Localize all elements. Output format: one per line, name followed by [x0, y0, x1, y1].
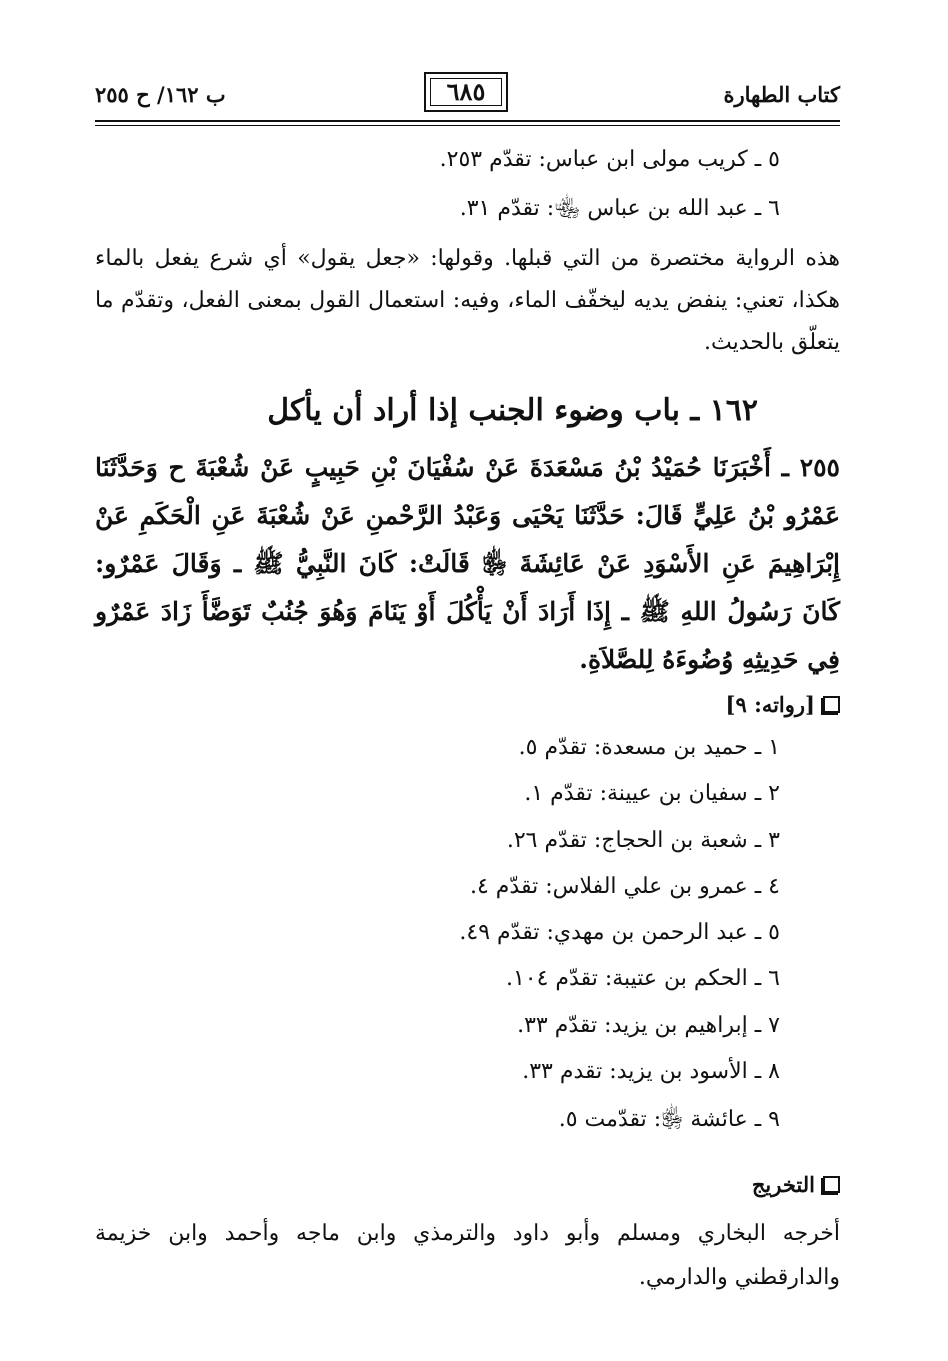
narrators-list	[459, 735, 780, 1152]
book-title: كتاب الطهارة	[723, 82, 840, 107]
chapter-title: ١٦٢ ـ باب وضوء الجنب إذا أراد أن يأكل	[267, 393, 758, 428]
narrator-item: ٩ ـ عائشة ﵂: تقدّمت ٥.	[558, 1107, 780, 1133]
hadith-text: ٢٥٥ ـ أَخْبَرَنَا حُمَيْدُ بْنُ مَسْعَدَةَ عَنْ سُفْيَانَ بْنِ حَبِيبٍ عَنْ شُعْبَةَ ح وَحَدَّثَنَا عَمْرُو بْنُ عَلِيٍّ قَالَ: حَدَّثَنَا يَحْيَى وَعَبْدُ الرَّحْمنِ عَنْ شُعْبَةَ عَنِ الْحَكَمِ عَنْ إِبْرَاهِيمَ عَنِ الأَسْوَدِ عَنْ عَائِشَةَ ﵂ قَالَتْ: كَانَ النَّبِيُّ ﷺ ـ وَقَالَ عَمْرٌو: كَانَ رَسُولُ اللهِ ﷺ ـ إِذَا أَرَادَ أَنْ يَأْكُلَ أَوْ يَنَامَ وَهُوَ جُنُبٌ تَوَضَّأَ زَادَ عَمْرٌو فِي حَدِيثِهِ وُضُوءَهُ لِلصَّلاَةِ.	[95, 453, 840, 674]
narrators-heading-label: [رواته: ٩]	[725, 692, 815, 717]
narrator-item: ٦ ـ الحكم بن عتيبة: تقدّم ١٠٤.	[505, 966, 780, 992]
narrator-item: ١ ـ حميد بن مسعدة: تقدّم ٥.	[518, 735, 780, 760]
page-number: ٦٨٥	[424, 72, 508, 112]
checkbox-square-icon	[823, 1176, 840, 1193]
narrators-heading	[726, 692, 840, 717]
prev-narrator-item: ٥ ـ كريب مولى ابن عباس: تقدّم ٢٥٣.	[439, 147, 780, 172]
narrator-item: ٧ ـ إبراهيم بن يزيد: تقدّم ٣٣.	[517, 1012, 780, 1038]
narrator-item: ٣ ـ شعبة بن الحجاج: تقدّم ٢٦.	[506, 827, 780, 853]
narrator-item: ٥ ـ عبد الرحمن بن مهدي: تقدّم ٤٩.	[459, 920, 780, 946]
commentary-paragraph: هذه الرواية مختصرة من التي قبلها. وقولها: «جعل يقول» أي شرع يفعل بالماء هكذا، تعني: ينفض يديه ليخفّف الماء، وفيه: استعمال القول بمعنى الفعل، وتقدّم ما يتعلّق بالحديث.	[95, 246, 840, 355]
header-rule	[95, 120, 840, 122]
takhrij-heading-label: التخريج	[751, 1172, 815, 1197]
chapter-reference: ب ١٦٢/ ح ٢٥٥	[95, 82, 226, 107]
narrator-item: ٢ ـ سفيان بن عيينة: تقدّم ١.	[524, 781, 780, 807]
header-rule-thin	[95, 125, 840, 126]
narrator-item: ٨ ـ الأسود بن يزيد: تقدم ٣٣.	[522, 1059, 780, 1085]
checkbox-square-icon	[823, 696, 840, 713]
narrator-item: ٤ ـ عمرو بن علي الفلاس: تقدّم ٤.	[469, 873, 780, 899]
takhrij-heading	[752, 1172, 840, 1197]
prev-narrator-item: ٦ ـ عبد الله بن عباس ﵄: تقدّم ٣١.	[459, 196, 780, 221]
takhrij-paragraph: أخرجه البخاري ومسلم وأبو داود والترمذي وابن ماجه وأحمد وابن خزيمة والدارقطني والدارمي.	[95, 1221, 840, 1290]
